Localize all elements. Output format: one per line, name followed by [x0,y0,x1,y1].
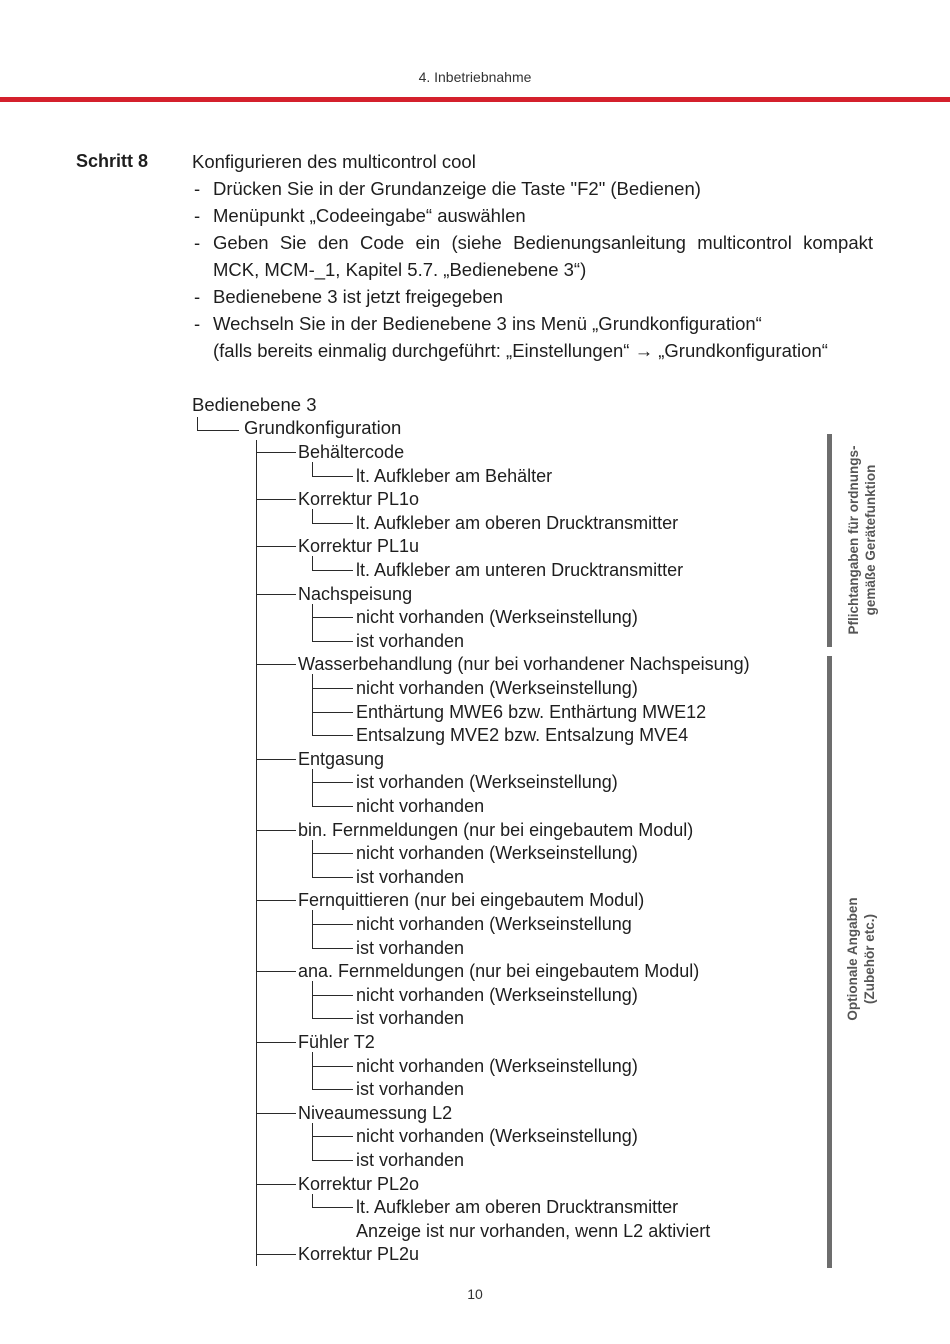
tree-item: Niveaumessung L2 [298,1102,453,1123]
mandatory-label-line2: gemäße Gerätefunktion [863,464,878,616]
tree-option: ist vorhanden [356,630,465,651]
tree-option: Enthärtung MWE6 bzw. Enthärtung MWE12 [356,701,707,722]
tree-branch-line [256,1113,296,1114]
tree-option: nicht vorhanden (Werkseinstellung) [356,678,638,698]
tree-connector-line [312,462,313,476]
tree-connector-line [312,674,313,735]
step-label: Schritt 8 [76,151,149,171]
tree-branch-line [256,1254,296,1255]
tree-branch-line [312,877,353,878]
optional-label-line2: (Zubehör etc.) [862,914,877,1004]
tree-option: nicht vorhanden (Werkseinstellung) [356,1126,638,1147]
tree-option: nicht vorhanden (Werkseinstellung) [356,1055,638,1076]
tree-option: ist vorhanden [356,937,465,958]
optional-bracket [827,656,832,1268]
tree-branch-line [312,1066,353,1067]
tree-connector-line [312,1123,313,1160]
tree-branch-line [256,452,296,453]
bullet-dash: - [194,205,201,226]
tree-connector-line [312,1052,313,1089]
tree-option: nicht vorhanden [356,796,485,816]
tree-branch-line [256,664,296,665]
tree-item: Korrektur PL1o [298,489,420,510]
instruction-item: (falls bereits einmalig durchgeführt: „Einstellungen“ → „Grundkonfiguration“ [213,340,828,361]
tree-branch-line [256,1042,296,1043]
tree-item: Korrektur PL1u [298,536,420,557]
tree-branch-line [312,1160,353,1161]
tree-branch-line [256,830,296,831]
tree-connector-line [197,417,198,431]
tree-item: ana. Fernmeldungen (nur bei eingebautem Modul) [298,961,700,982]
bullet-dash: - [194,178,201,199]
instruction-item: Menüpunkt „Codeeingabe“ auswählen [213,205,526,226]
tree-option: nicht vorhanden (Werkseinstellung [356,914,632,934]
mandatory-side-label [845,420,879,660]
tree-connector-line [312,1194,313,1208]
tree-root: Bedienebene 3 [192,394,317,415]
tree-level1: Grundkonfiguration [244,417,402,438]
instruction-item: Bedienebene 3 ist jetzt freigegeben [213,286,504,307]
tree-branch-line [312,712,353,713]
tree-branch-line [312,995,353,996]
tree-connector-line [312,509,313,523]
instruction-item: Wechseln Sie in der Bedienebene 3 ins Menü „Grundkonfiguration“ [213,313,762,334]
instruction-item: MCK, MCM-_1, Kapitel 5.7. „Bedienebene 3“) [213,259,587,280]
tree-connector-line [312,981,313,1018]
tree-item: Wasserbehandlung (nur bei vorhandener Nachspeisung) [298,654,750,675]
tree-branch-line [312,853,353,854]
bullet-dash: - [194,313,201,334]
tree-item: Fernquittieren (nur bei eingebautem Modul) [298,890,645,911]
page-number: 10 [467,1286,483,1302]
mandatory-bracket [827,434,832,647]
tree-option: lt. Aufkleber am oberen Drucktransmitter [356,512,679,533]
tree-option: lt. Aufkleber am oberen Drucktransmitter [356,1197,679,1218]
tree-option: ist vorhanden [356,1150,465,1170]
tree-option: ist vorhanden [356,866,465,887]
tree-option: nicht vorhanden (Werkseinstellung) [356,607,638,628]
tree-branch-line [312,948,353,949]
tree-option: Entsalzung MVE2 bzw. Entsalzung MVE4 [356,725,689,746]
optional-side-label [844,859,878,1059]
tree-branch-line [312,523,353,524]
tree-branch-line [312,1018,353,1019]
tree-branch-line [256,594,296,595]
tree-branch-line [312,924,353,925]
tree-item: bin. Fernmeldungen (nur bei eingebautem Modul) [298,819,694,840]
tree-branch-line [312,476,353,477]
tree-connector-line [312,910,313,947]
tree-branch-line [312,1089,353,1090]
tree-option: ist vorhanden (Werkseinstellung) [356,772,618,793]
step-title: Konfigurieren des multicontrol cool [192,151,476,172]
tree-note: Anzeige ist nur vorhanden, wenn L2 aktiviert [356,1220,711,1241]
tree-option: nicht vorhanden (Werkseinstellung) [356,984,638,1005]
tree-branch-line [312,806,353,807]
bullet-dash: - [194,286,201,307]
page-header-title: 4. Inbetriebnahme [418,69,532,85]
tree-branch-line [256,971,296,972]
tree-option: lt. Aufkleber am unteren Drucktransmitter [356,560,684,580]
tree-option: lt. Aufkleber am Behälter [356,465,553,486]
optional-label-line1: Optionale Angaben [845,897,860,1021]
tree-branch-line [312,782,353,783]
tree-item: Fühler T2 [298,1032,375,1052]
tree-connector-line [312,556,313,570]
tree-option: nicht vorhanden (Werkseinstellung) [356,843,638,864]
tree-branch-line [312,617,353,618]
tree-item: Korrektur PL2o [298,1173,420,1194]
tree-branch-line [312,688,353,689]
tree-branch-line [256,900,296,901]
tree-item: Korrektur PL2u [298,1244,420,1265]
tree-item: Nachspeisung [298,583,413,604]
tree-branch-line [256,1184,296,1185]
tree-branch-line [312,641,353,642]
tree-branch-line [312,1136,353,1137]
header-rule [0,97,950,102]
tree-branch-line [256,759,296,760]
tree-branch-line [312,570,353,571]
tree-item: Entgasung [298,748,385,769]
tree-option: ist vorhanden [356,1079,465,1100]
tree-item: Behältercode [298,442,405,462]
tree-branch-line [256,546,296,547]
tree-branch-line [312,735,353,736]
tree-trunk-line [256,440,257,1266]
tree-option: ist vorhanden [356,1008,465,1029]
tree-connector-line [312,604,313,641]
instruction-item: Geben Sie den Code ein (siehe Bedienungsanleitung multicontrol kompakt [213,232,873,253]
tree-branch-line [256,499,296,500]
mandatory-label-line1: Pflichtangaben für ordnungs- [846,445,861,635]
tree-connector-line [312,840,313,877]
tree-connector-line [197,430,239,431]
tree-connector-line [312,769,313,806]
bullet-dash: - [194,232,201,253]
instruction-item: Drücken Sie in der Grundanzeige die Taste "F2" (Bedienen) [213,178,701,199]
tree-branch-line [312,1207,353,1208]
